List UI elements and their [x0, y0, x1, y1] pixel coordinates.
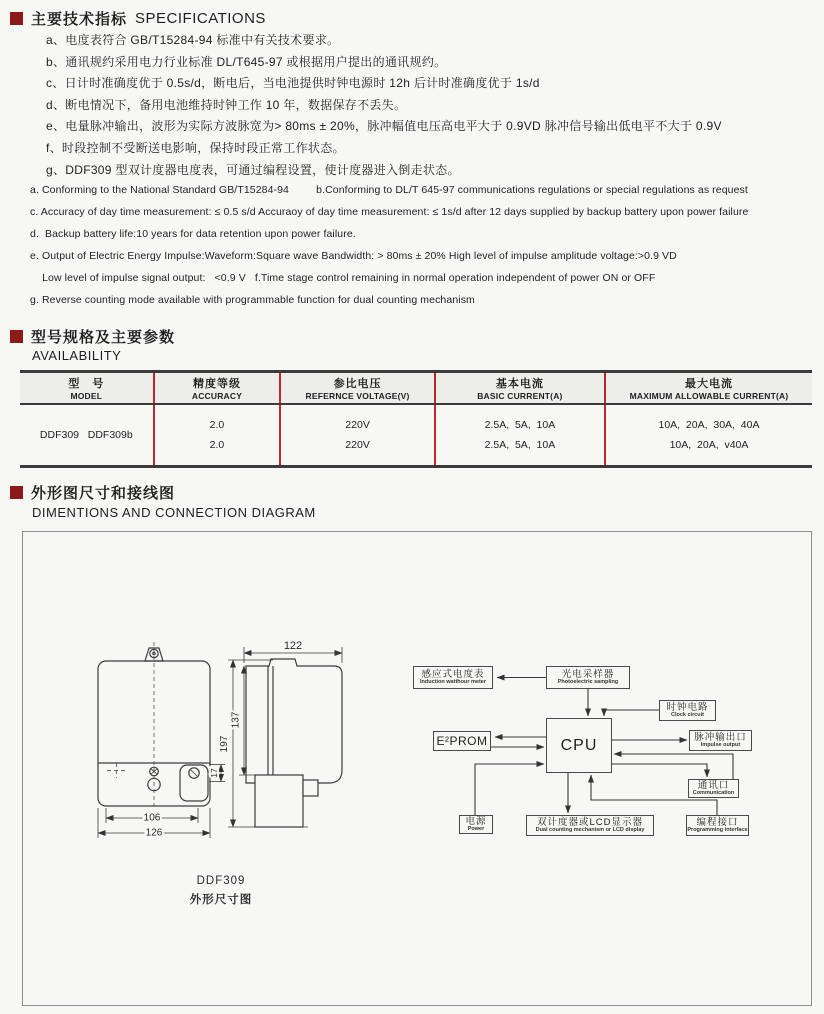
col-header-basic-current [436, 373, 606, 403]
model-value: DDF309 DDF309b [39, 429, 133, 441]
max-current-value: 10A, 20A, 30A, 40A [658, 419, 760, 431]
col-header-model [20, 373, 155, 403]
section-bullet-icon [10, 330, 23, 343]
voltage-value: 220V [345, 419, 370, 431]
spec-item-zh: c、日计时准确度优于 0.5s/d，断电后，当电池提供时钟电源时 12h 后计时准确度优于 1s/d [46, 76, 540, 91]
availability-table [20, 370, 812, 468]
spec-item-en: a. Conforming to the National Standard GB/T15284-94 b.Conforming to DL/T 645-97 communications regulations or special regulations as request [30, 184, 748, 196]
voltage-value: 220V [345, 439, 370, 451]
block-label-zh: 感应式电度表 [421, 668, 485, 680]
block-power [459, 815, 493, 834]
basic-current-value: 2.5A, 5A, 10A [484, 439, 556, 451]
block-eeprom [433, 731, 491, 751]
block-label-zh: 编程接口 [696, 816, 739, 828]
block-programming-interface [686, 815, 749, 836]
dimensions-title-zh: 外形图尺寸和接线图 [31, 485, 176, 502]
col-header-zh: 基本电流 [495, 378, 544, 390]
availability-title-en: AVAILABILITY [32, 348, 122, 363]
block-label-zh: 通讯口 [697, 779, 730, 791]
col-header-zh: 最大电流 [685, 378, 733, 390]
block-communication [688, 779, 739, 798]
block-label-en: Power [467, 826, 485, 832]
specs-list-zh [46, 31, 806, 182]
block-impulse-output [689, 730, 752, 751]
block-label-en: Clock circuit [670, 712, 704, 718]
dim-label-17: 17 [209, 768, 219, 778]
dimensions-title-en: DIMENTIONS AND CONNECTION DIAGRAM [32, 505, 316, 520]
block-label-zh: 电源 [465, 815, 487, 827]
block-label-zh: CPU [560, 736, 598, 754]
spec-item-en: Low level of impulse signal output: <0.9 V f.Time stage control remaining in normal operation independent of power ON or OFF [30, 272, 656, 284]
block-clock-circuit [659, 700, 716, 721]
specs-title-zh: 主要技术指标 [31, 11, 128, 28]
cell-model [20, 405, 155, 465]
spec-item-en: c. Accuracy of day time measurement: ≤ 0.5 s/d Accuraoy of day time measurement: ≤ 1s/d after 12 days supplied by backup battery upon power failure [30, 206, 749, 218]
section-header-specs [10, 8, 266, 29]
cell-voltage [281, 405, 435, 465]
col-header-en: MODEL [70, 391, 103, 401]
table-header-row [20, 373, 812, 405]
section-header-availability [10, 326, 175, 347]
block-induction-meter [413, 666, 493, 689]
col-header-en: BASIC CURRENT(A) [477, 391, 563, 401]
specs-title-en: SPECIFICATIONS [135, 10, 266, 27]
block-label-en: Induction watthour meter [420, 679, 486, 685]
block-label-zh: 双计度器或LCD显示器 [536, 816, 643, 828]
dim-label-137: 137 [230, 711, 242, 729]
cell-max-current [606, 405, 812, 465]
block-label-zh: E²PROM [436, 734, 488, 748]
accuracy-value: 2.0 [209, 419, 225, 431]
block-label-zh: 光电采样器 [561, 668, 615, 680]
block-label-zh: 时钟电路 [666, 701, 709, 713]
basic-current-value: 2.5A, 5A, 10A [484, 419, 556, 431]
centerlines [107, 642, 154, 806]
section-bullet-icon [10, 486, 23, 499]
col-header-voltage [281, 373, 435, 403]
col-header-en: ACCURACY [191, 391, 243, 401]
dim-label-197: 197 [219, 735, 230, 753]
drawing-caption-model: DDF309 [196, 875, 246, 887]
block-lcd-display [526, 815, 654, 836]
dim-label-126: 126 [145, 827, 163, 839]
dimension-drawing [23, 532, 811, 1003]
col-header-zh: 参比电压 [333, 378, 382, 390]
block-label-zh: 脉冲输出口 [694, 731, 747, 743]
spec-item-en: d. Backup battery life:10 years for data retention upon power failure. [30, 228, 356, 240]
accuracy-value: 2.0 [209, 439, 225, 451]
col-header-accuracy [155, 373, 282, 403]
block-cpu [546, 718, 612, 773]
spec-item-en: g. Reverse counting mode available with programmable function for dual counting mechanism [30, 294, 475, 306]
dim-label-106: 106 [143, 812, 161, 824]
col-header-zh: 型 号 [68, 378, 105, 390]
block-label-en: Dual counting mechanism or LCD display [535, 827, 645, 833]
availability-title-zh: 型号规格及主要参数 [31, 329, 176, 346]
drawing-caption-zh: 外形尺寸图 [189, 894, 253, 906]
col-header-max-current [606, 373, 812, 403]
specs-list-en [30, 184, 820, 316]
block-label-en: Programming interface [687, 827, 748, 833]
spec-item-zh: e、电量脉冲输出，波形为实际方波脉宽为> 80ms ± 20%，脉冲幅值电压高电平大于 0.9VD 脉冲信号输出低电平不大于 0.9V [46, 119, 722, 134]
section-bullet-icon [10, 12, 23, 25]
spec-item-zh: a、电度表符合 GB/T15284-94 标准中有关技术要求。 [46, 33, 340, 47]
diagram-panel [22, 531, 812, 1006]
block-photoelectric-sampling [546, 666, 630, 689]
col-header-en: MAXIMUM ALLOWABLE CURRENT(A) [629, 391, 789, 401]
table-row [20, 405, 812, 465]
cell-basic-current [436, 405, 606, 465]
spec-item-zh: g、DDF309 型双计度器电度表，可通过编程设置，使计度器进入倒走状态。 [46, 162, 460, 177]
dim-label-122: 122 [283, 640, 303, 652]
spec-item-zh: d、断电情况下，备用电池维持时钟工作 10 年，数据保存不丢失。 [46, 97, 407, 112]
meter-side-view [246, 659, 342, 827]
spec-item-zh: f、时段控制不受断送电影响，保持时段正常工作状态。 [46, 140, 345, 155]
max-current-value: 10A, 20A, v40A [669, 439, 749, 451]
spec-item-zh: b、通讯规约采用电力行业标准 DL/T645-97 或根据用户提出的通讯规约。 [46, 54, 447, 69]
col-header-zh: 精度等级 [192, 378, 241, 390]
cell-accuracy [155, 405, 282, 465]
block-label-en: Communication [692, 790, 735, 796]
block-label-en: Photoelectric sampling [557, 679, 619, 685]
col-header-en: REFERNCE VOLTAGE(V) [305, 391, 410, 401]
section-header-dimensions [10, 482, 175, 503]
block-label-en: Impulse output [700, 742, 741, 748]
spec-item-en: e. Output of Electric Energy Impulse:Waveform:Square wave Bandwidth: > 80ms ± 20% High level of impulse amplitude voltage:>0.9 VD [30, 250, 677, 262]
